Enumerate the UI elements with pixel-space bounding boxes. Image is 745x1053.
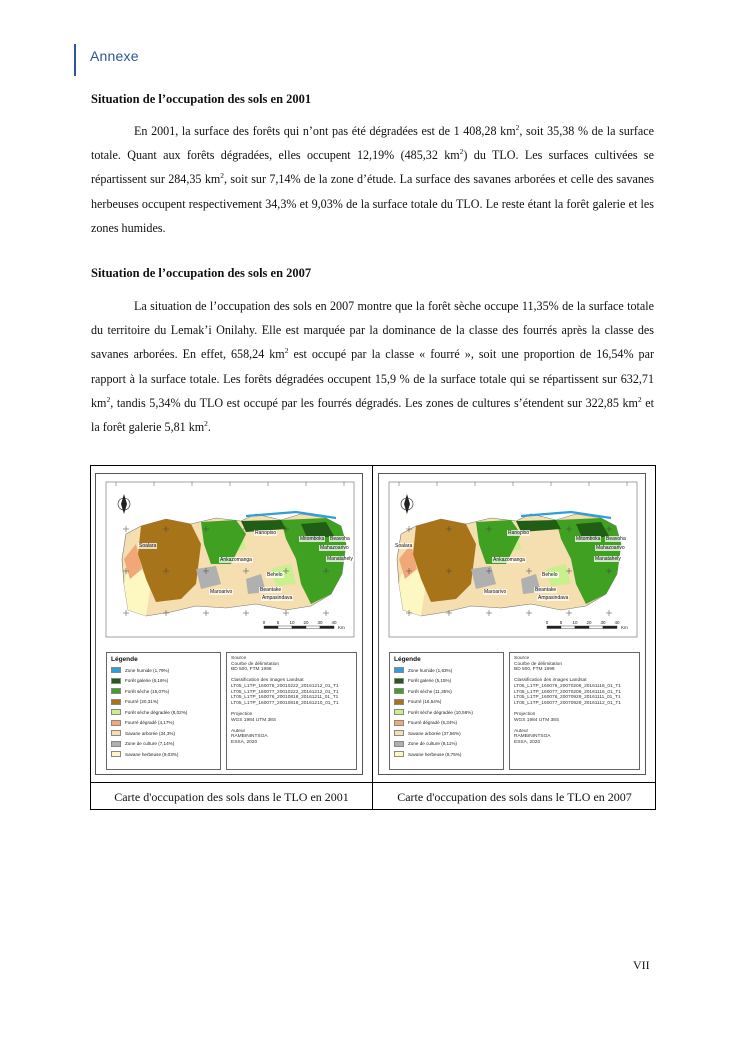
scale-bar-segment (278, 626, 292, 629)
legend-label: Forêt galerie (5,15%) (408, 678, 452, 684)
legend-item-fourre (111, 697, 216, 708)
map-2001 (95, 473, 363, 775)
place-label-beavoha: Beavoha (606, 536, 626, 542)
scale-bar-unit: Km (621, 625, 628, 630)
legend-item-foret-seche-degradee (111, 707, 216, 718)
legend-label: Zone de culture (7,14%) (125, 741, 175, 747)
grid-cross (566, 610, 572, 616)
caption-2001: Carte d'occupation des sols dans le TLO en 2001 (114, 790, 349, 804)
grid-cross (123, 610, 129, 616)
superscript: 2 (459, 147, 464, 157)
place-label-soalara: Soalara (395, 543, 413, 549)
legend-swatch (394, 709, 404, 715)
place-label-manatahely: Manatahely (327, 556, 353, 562)
legend-swatch (111, 678, 121, 684)
legend-swatch (111, 709, 121, 715)
text: La situation de l’occupation des sols en 2007 montre que la forêt sèche occupe 11,35% de la surface totale du territoire du Lemak’i Onilahy. Elle est marquée par la dominance de la classe des fourrés après la classe des savanes arborées. En effet, 658,24 km (91, 299, 654, 362)
section-title-2001: Situation de l’occupation des sols en 2001 (91, 92, 312, 106)
legend-item-foret-seche-degradee (394, 707, 499, 718)
scale-bar-segment (320, 626, 334, 629)
legend-item-zone-humide (394, 665, 499, 676)
place-label-beantake: Beantake (260, 587, 282, 593)
legend-swatch (394, 667, 404, 673)
legend-item-savane-arboree (394, 728, 499, 739)
paragraph-2001 (91, 119, 654, 240)
legend-item-savane-herbeuse (394, 749, 499, 760)
paragraph-2007 (91, 294, 654, 439)
legend-swatch (394, 720, 404, 726)
map-source-box: Source Courbe de délimitation BD 500, FTM 1998 Classification des images Landsat LT05_L1TP_160076_20070208_20161116_01_T1 LT05_L1TP_160077_20070208_20161116_01_T1 LT05_L1TP_160076_20070929_20161111_01_T1 LT05_L1TP_160077_20070929_20161112_01_T1 Projection WGS 1984 UTM 38S Auteur RAMBININTSOA ESSA, 2020 (509, 652, 640, 770)
legend-item-savane-herbeuse (111, 749, 216, 760)
place-label-beavoha: Beavoha (330, 536, 350, 542)
page-header-title: Annexe (90, 48, 139, 64)
legend-swatch (111, 741, 121, 747)
text: En 2001, la surface des forêts qui n’ont pas été dégradées est de 1 408,28 km (134, 124, 516, 138)
map-source-box: Source Courbe de délimitation BD 500, FTM 1998 Classification des images Landsat LT05_L1TP_160076_20010222_20161212_01_T1 LT05_L1TP_160077_20010222_20161212_01_T1 LT05_L1TP_160076_20010818_20161211_01_T1 LT05_L1TP_160077_20010818_20161210_01_T1 Projection WGS 1984 UTM 38S Auteur RAMBININTSOA ESSA, 2020 (226, 652, 357, 770)
legend-swatch (111, 720, 121, 726)
grid-cross (203, 610, 209, 616)
legend-swatch (394, 751, 404, 757)
place-label-ampasindava: Ampasindava (262, 595, 293, 601)
scale-bar-label: 40 (331, 620, 337, 625)
scale-bar-unit: Km (338, 625, 345, 630)
legend-swatch (394, 678, 404, 684)
page-number: VII (633, 958, 650, 972)
legend-item-savane-arboree (111, 728, 216, 739)
legend-label: Forêt sèche (15,07%) (125, 688, 170, 694)
legend-title: Légende (111, 656, 138, 663)
legend-swatch (394, 741, 404, 747)
legend-swatch (111, 699, 121, 705)
legend-swatch (111, 730, 121, 736)
legend-label: Fourré (16,54%) (408, 699, 442, 705)
map-layer-group (397, 512, 621, 616)
scale-bar-label: 5 (559, 620, 563, 625)
place-label-ranopiso: Ranopiso (508, 530, 530, 536)
legend-label: Fourré dégradé (5,34%) (408, 720, 458, 726)
place-label-beantake: Beantake (535, 587, 557, 593)
scale-bar-label: 10 (289, 620, 295, 625)
legend-item-fourre-degrade (111, 718, 216, 729)
legend-label: Forêt sèche (11,35%) (408, 688, 452, 694)
scale-bar-segment (561, 626, 575, 629)
legend-item-fourre (394, 697, 499, 708)
map-legend (106, 652, 221, 770)
scale-bar-label: 20 (303, 620, 309, 625)
legend-item-zone-culture (111, 739, 216, 750)
legend-swatch (394, 730, 404, 736)
place-label-mahazoarivo: Mahazoarivo (596, 545, 625, 551)
scale-bar-label: 30 (600, 620, 606, 625)
place-label-ampasindava: Ampasindava (538, 595, 569, 601)
legend-label: Savane arborée (34,3%) (125, 730, 176, 736)
text: ) du TLO. Les surfaces cultivées se répartissent sur 284,35 km (91, 148, 655, 187)
legend-label: Fourré (20,31%) (125, 699, 159, 705)
legend-title: Légende (394, 656, 421, 663)
place-label-ankazomanga: Ankazomanga (220, 557, 252, 563)
text: est occupé par la classe « fourré », soit une proportion de 16,54% par rapport à la surface totale. Les forêts dégradées occupent 15,9 % de la surface totale qui se répartissent sur 632,71 km (91, 347, 654, 410)
table-divider-vertical (372, 466, 373, 809)
place-label-soalara: Soalara (139, 543, 157, 549)
legend-label: Zone humide (1,63%) (408, 667, 453, 673)
legend-item-foret-seche (394, 686, 499, 697)
scale-bar-segment (603, 626, 617, 629)
superscript: 2 (515, 122, 520, 132)
place-label-maroarivo: Maroarivo (210, 589, 233, 595)
grid-cross (526, 610, 532, 616)
place-label-behelo: Behelo (267, 572, 283, 578)
grid-cross (123, 526, 129, 532)
scale-bar-label: 30 (317, 620, 323, 625)
place-label-mitomboka: Mitomboka (300, 536, 325, 542)
place-label-ranopiso: Ranopiso (255, 530, 277, 536)
place-label-manatahely: Manatahely (595, 556, 621, 562)
legend-label: Savane herbeuse (8,75%) (408, 751, 462, 757)
legend-swatch (394, 699, 404, 705)
scale-bar-segment (589, 626, 603, 629)
text: et la forêt galerie 5,81 km (91, 395, 654, 435)
legend-label: Savane herbeuse (9,03%) (125, 751, 179, 757)
superscript: 2 (106, 394, 111, 404)
text: , tandis 5,34% du TLO est occupé par les fourrés dégradés. Les zones de cultures s’étendent sur 322,85 km (110, 395, 638, 410)
legend-item-zone-culture (394, 739, 499, 750)
place-label-mitomboka: Mitomboka (576, 536, 601, 542)
legend-label: Fourré dégradé (4,17%) (125, 720, 175, 726)
figure-table (90, 465, 656, 810)
north-arrow-icon (121, 494, 127, 514)
legend-label: Forêt galerie (6,16%) (125, 678, 169, 684)
superscript: 2 (284, 346, 289, 356)
legend-label: Zone de culture (8,11%) (408, 741, 457, 747)
legend-label: Forêt sèche dégradée (10,56%) (408, 709, 473, 715)
scale-bar-segment (306, 626, 320, 629)
text: , soit 35,38 % de la surface totale. Quant aux forêts dégradées, elles occupent 12,19% (485,32 km (91, 124, 654, 163)
grid-cross (283, 610, 289, 616)
place-label-maroarivo: Maroarivo (484, 589, 507, 595)
legend-swatch (111, 688, 121, 694)
superscript: 2 (220, 171, 225, 181)
place-label-ankazomanga: Ankazomanga (493, 557, 525, 563)
scale-bar-label: 10 (572, 620, 578, 625)
table-divider-horizontal (91, 782, 655, 783)
scale-bar-segment (575, 626, 589, 629)
legend-swatch (111, 751, 121, 757)
map-2007 (378, 473, 646, 775)
legend-label: Zone humide (1,79%) (125, 667, 170, 673)
legend-item-foret-seche (111, 686, 216, 697)
header-accent-bar (74, 44, 76, 76)
legend-item-foret-galerie (394, 676, 499, 687)
scale-bar-segment (264, 626, 278, 629)
legend-label: Savane arborée (37,56%) (408, 730, 461, 736)
grid-cross (486, 610, 492, 616)
legend-swatch (394, 688, 404, 694)
place-label-mahazoarivo: Mahazoarivo (320, 545, 349, 551)
scale-bar-label: 0 (262, 620, 266, 625)
map-layer-group (122, 512, 346, 616)
scale-bar-label: 5 (276, 620, 280, 625)
section-title-2007: Situation de l’occupation des sols en 2007 (91, 266, 312, 280)
scale-bar-segment (292, 626, 306, 629)
legend-swatch (111, 667, 121, 673)
caption-2007: Carte d'occupation des sols dans le TLO en 2007 (397, 790, 632, 804)
grid-cross (606, 610, 612, 616)
scale-bar-segment (547, 626, 561, 629)
north-arrow-icon (404, 494, 410, 514)
scale-bar-label: 20 (586, 620, 592, 625)
scale-bar-label: 0 (545, 620, 549, 625)
superscript: 2 (204, 418, 208, 428)
text: , soit sur 7,14% de la zone d’étude. La surface des savanes arborées et celle des savanes herbeuses occupent respectivement 34,3% et 9,03% de la surface totale du TLO. Le reste étant la forêt galerie et les zones humides. (91, 172, 654, 235)
place-label-behelo: Behelo (542, 572, 558, 578)
map-legend (389, 652, 504, 770)
grid-cross (323, 610, 329, 616)
legend-item-fourre-degrade (394, 718, 499, 729)
legend-label: Forêt sèche dégradée (8,02%) (125, 709, 188, 715)
grid-cross (243, 610, 249, 616)
text: . (207, 420, 211, 435)
legend-item-foret-galerie (111, 676, 216, 687)
superscript: 2 (637, 394, 642, 404)
scale-bar-label: 40 (614, 620, 620, 625)
legend-item-zone-humide (111, 665, 216, 676)
